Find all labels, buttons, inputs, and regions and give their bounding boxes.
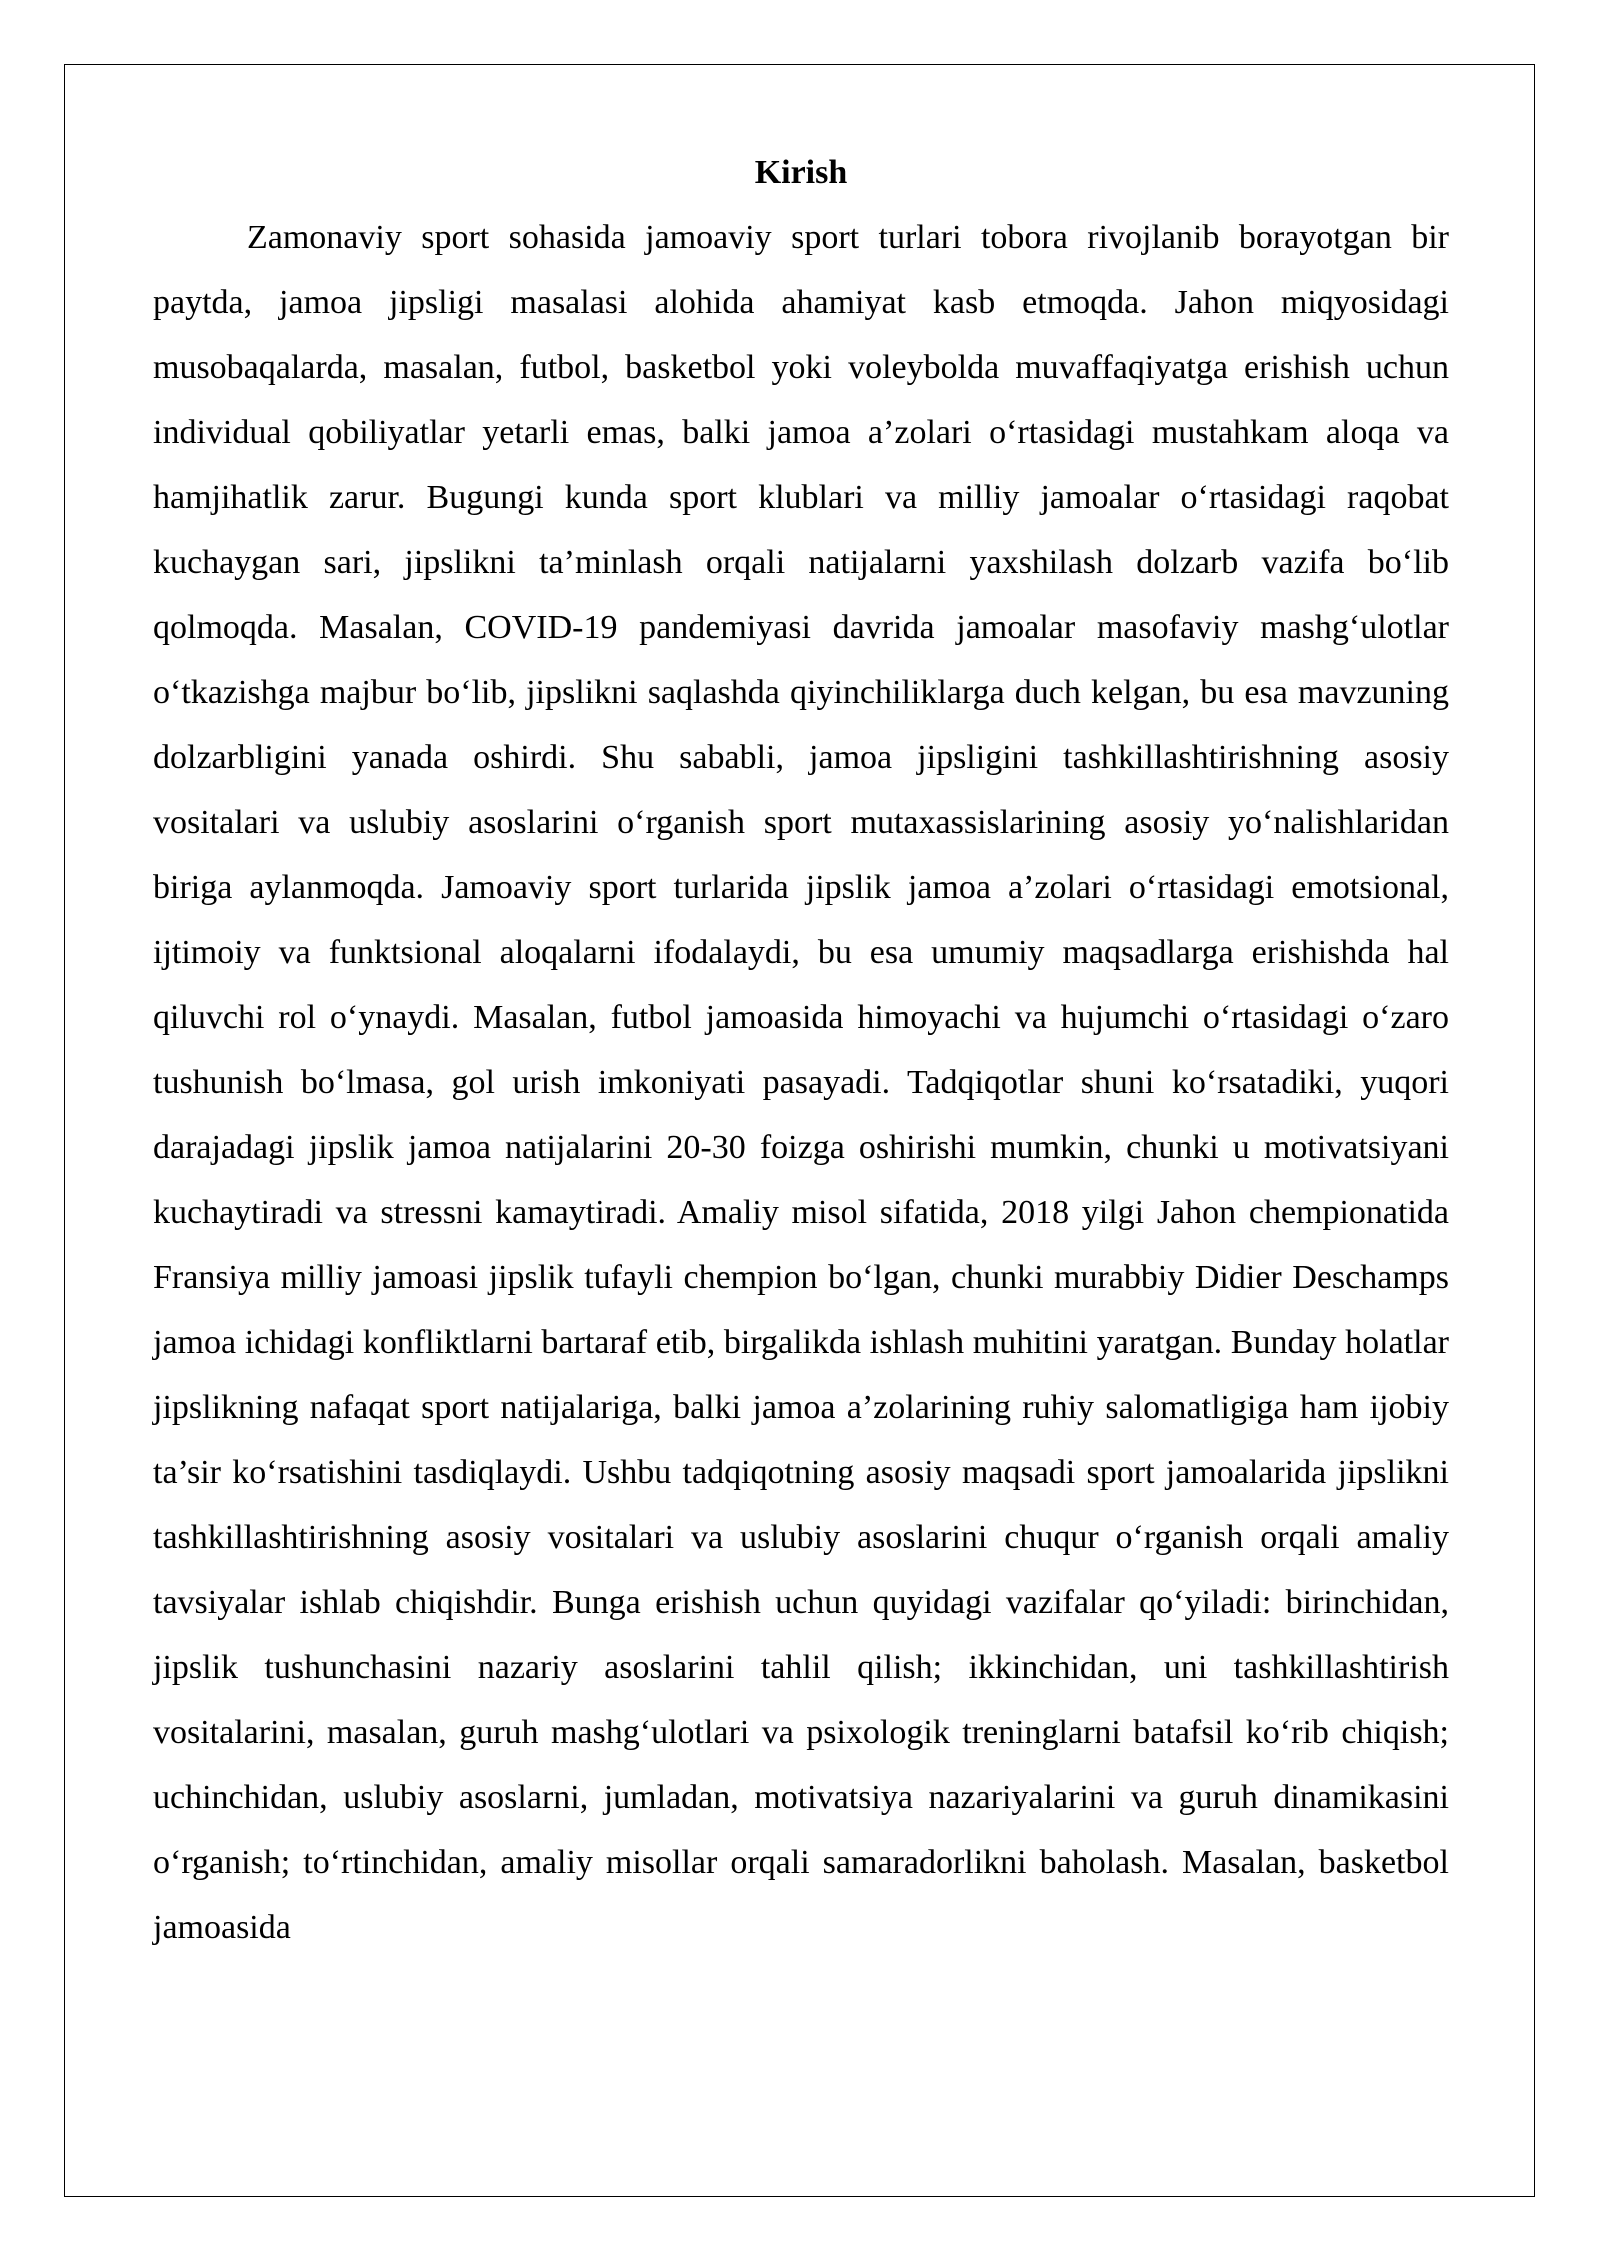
body-paragraph: Zamonaviy sport sohasida jamoaviy sport turlari tobora rivojlanib borayotgan bir paytda, jamoa jipsligi masalasi alohida ahamiyat kasb etmoqda. Jahon miqyosidagi musobaqalarda, masalan, futbol, basketbol yoki voleybolda muvaffaqiyatga erishish uchun individual qobiliyatlar yetarli emas, balki jamoa a’zolari o‘rtasidagi mustahkam aloqa va hamjihatlik zarur. Bugungi kunda sport klublari va milliy jamoalar o‘rtasidagi raqobat kuchaygan sari, jipslikni ta’minlash orqali natijalarni yaxshilash dolzarb vazifa bo‘lib qolmoqda. Masalan, COVID-19 pandemiyasi davrida jamoalar masofaviy mashg‘ulotlar o‘tkazishga majbur bo‘lib, jipslikni saqlashda qiyinchiliklarga duch kelgan, bu esa mavzuning dolzarbligini yanada oshirdi. Shu sababli, jamoa jipsligini tashkillashtirishning asosiy vositalari va uslubiy asoslarini o‘rganish sport mutaxassislarining asosiy yo‘nalishlaridan biriga aylanmoqda. Jamoaviy sport turlarida jipslik jamoa a’zolari o‘rtasidagi emotsional, ijtimoiy va funktsional aloqalarni ifodalaydi, bu esa umumiy maqsadlarga erishishda hal qiluvchi rol o‘ynaydi. Masalan, futbol jamoasida himoyachi va hujumchi o‘rtasidagi o‘zaro tushunish bo‘lmasa, gol urish imkoniyati pasayadi. Tadqiqotlar shuni ko‘rsatadiki, yuqori darajadagi jipslik jamoa natijalarini 20-30 foizga oshirishi mumkin, chunki u motivatsiyani kuchaytiradi va stressni kamaytiradi. Amaliy misol sifatida, 2018 yilgi Jahon chempionatida Fransiya milliy jamoasi jipslik tufayli chempion bo‘lgan, chunki murabbiy Didier Deschamps jamoa ichidagi konfliktlarni bartaraf etib, birgalikda ishlash muhitini yaratgan. Bunday holatlar jipslikning nafaqat sport natijalariga, balki jamoa a’zolarining ruhiy salomatligiga ham ijobiy ta’sir ko‘rsatishini tasdiqlaydi. Ushbu tadqiqotning asosiy maqsadi sport jamoalarida jipslikni tashkillashtirishning asosiy vositalari va uslubiy asoslarini chuqur o‘rganish orqali amaliy tavsiyalar ishlab chiqishdir. Bunga erishish uchun quyidagi vazifalar qo‘yiladi: birinchidan, jipslik tushunchasini nazariy asoslarini tahlil qilish; ikkinchidan, uni tashkillashtirish vositalarini, masalan, guruh mashg‘ulotlari va psixologik treninglarni batafsil ko‘rib chiqish; uchinchidan, uslubiy asoslarni, jumladan, motivatsiya nazariyalarini va guruh dinamikasini o‘rganish; to‘rtinchidan, amaliy misollar orqali samaradorlikni baholash. Masalan, basketbol jamoasida	[153, 219, 1449, 1946]
document-content	[153, 140, 1449, 1960]
document-title: Kirish	[754, 154, 848, 191]
